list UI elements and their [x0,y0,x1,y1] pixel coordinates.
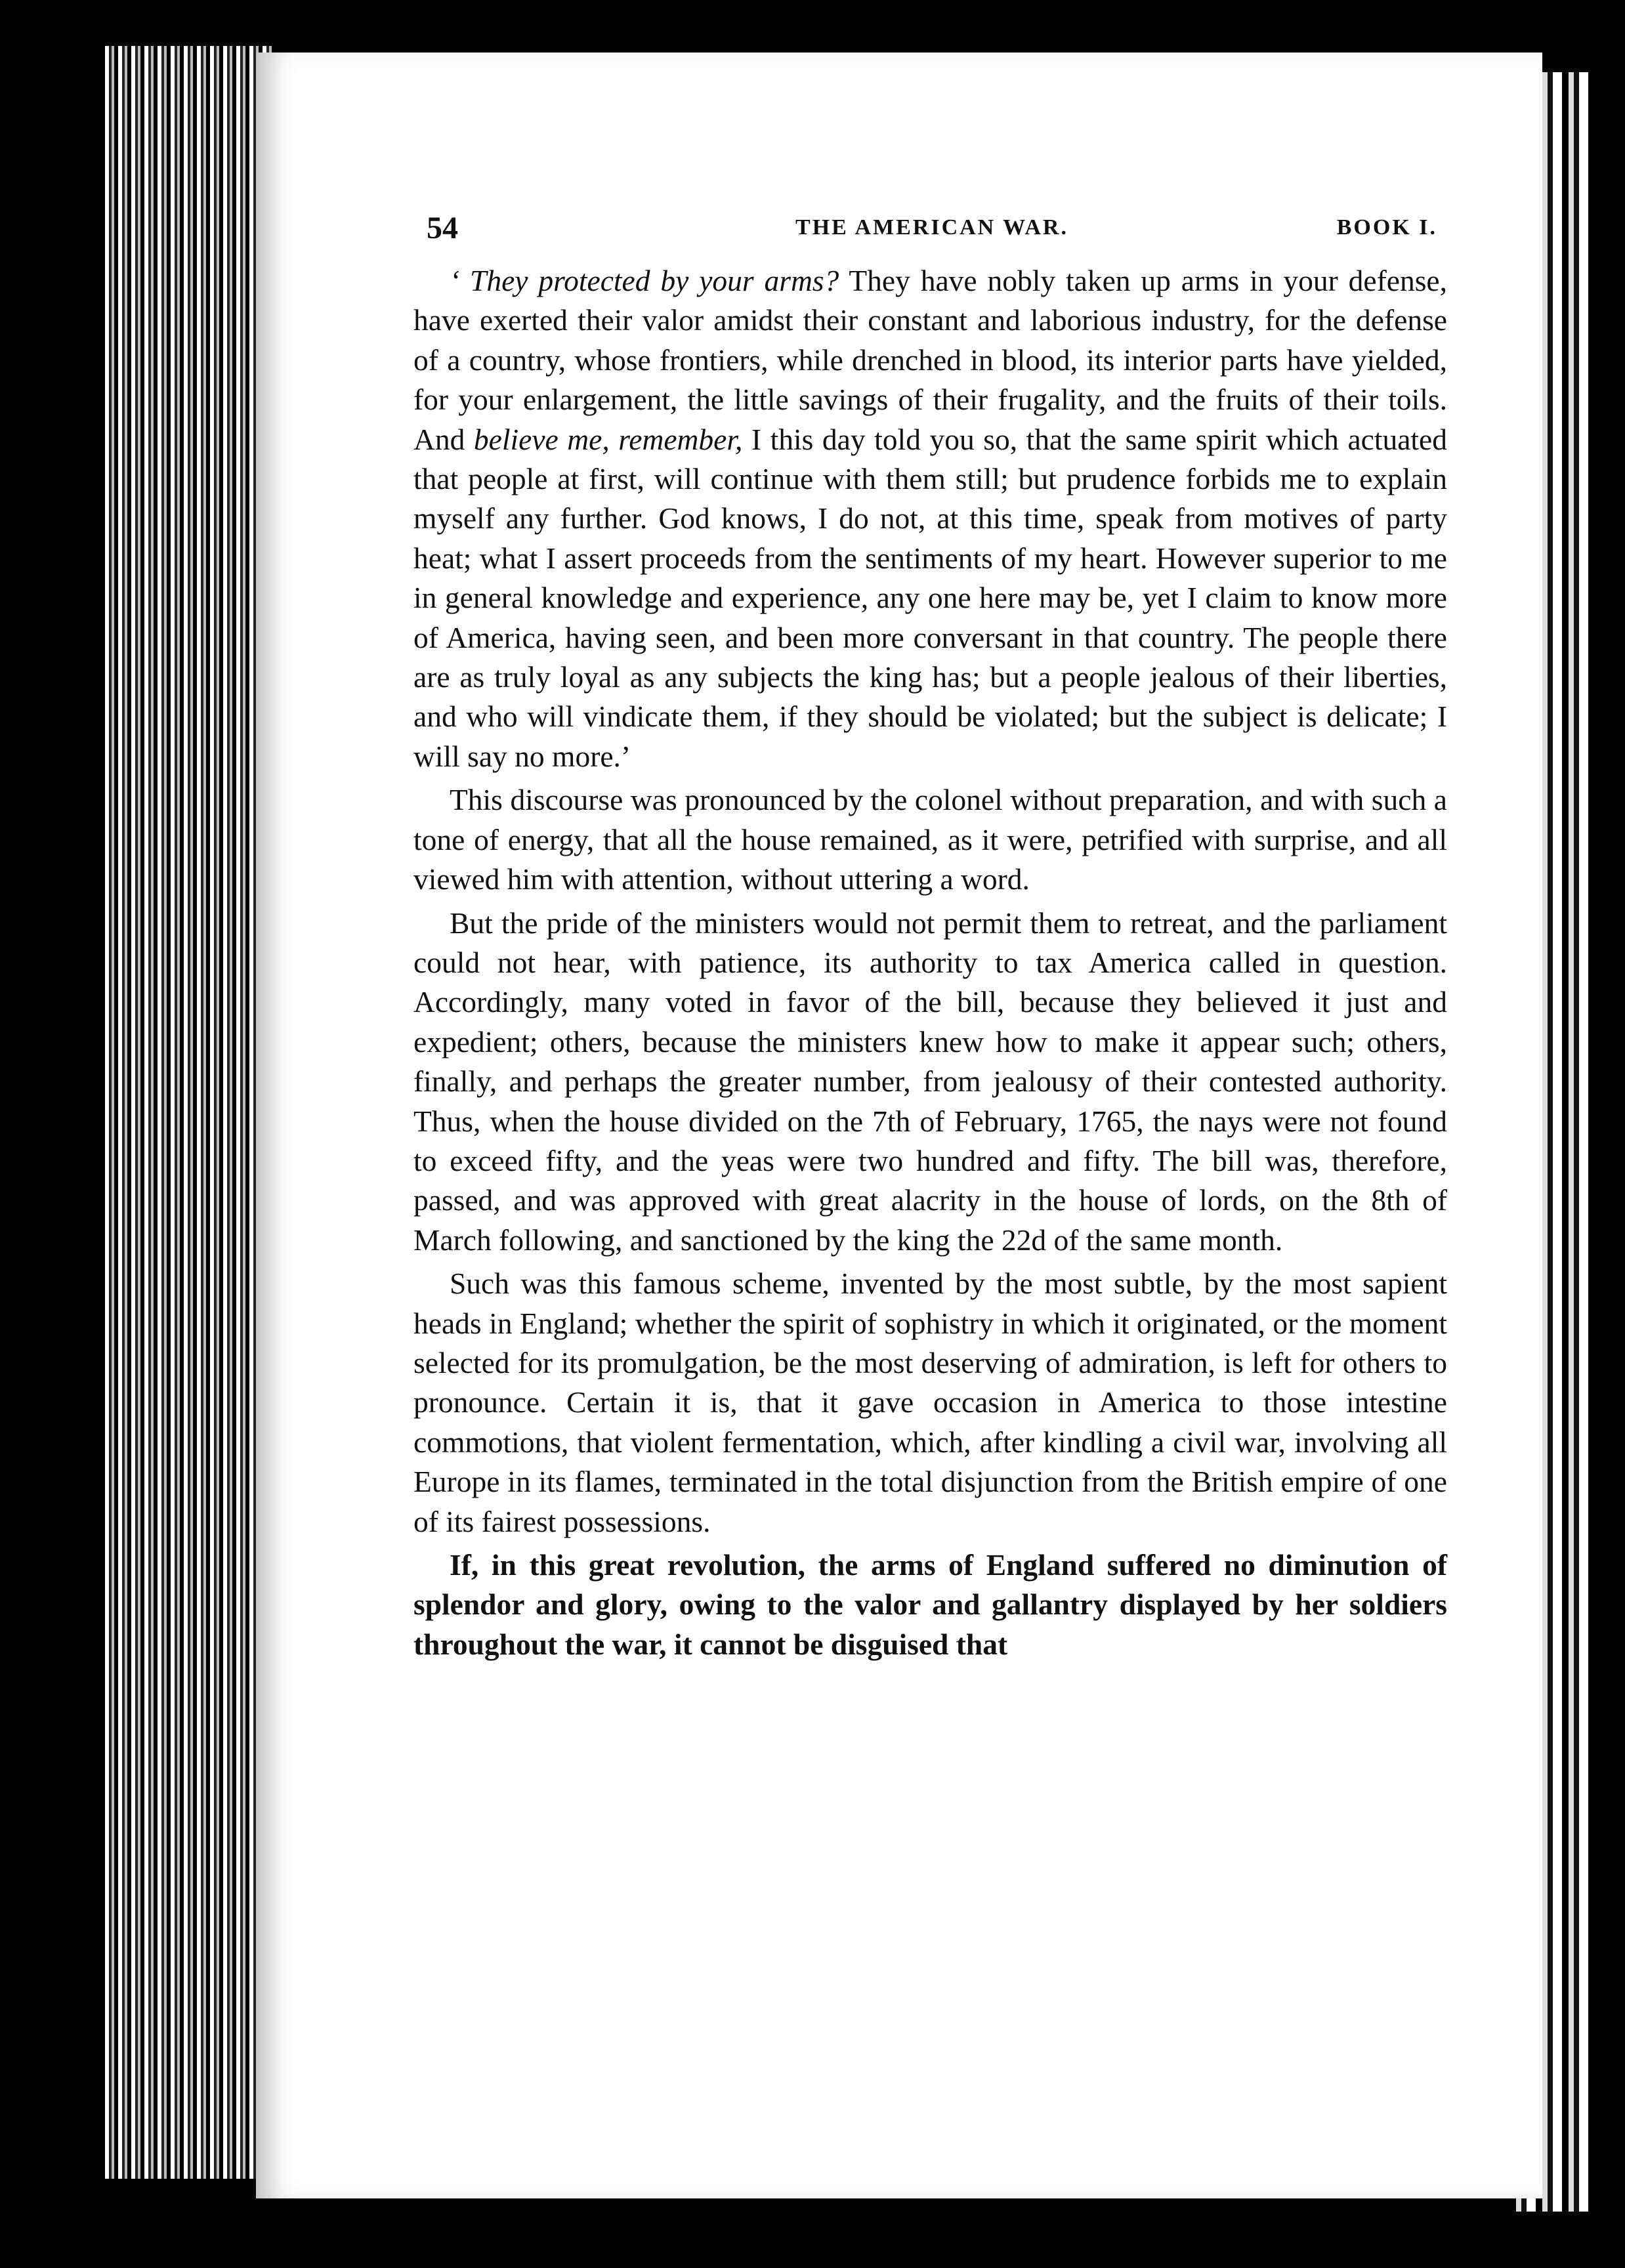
body-text [413,261,1447,1664]
page-header [427,210,1437,249]
book-page-edges-left [105,46,276,2179]
page-number: 54 [427,211,458,245]
paragraph-text-continued: I this day told you so, that the same spirit which actuated that people at first, will continue with them still; but prudence forbids me to explain myself any further. God knows, I do not, at this time, speak from motives of party heat; what I assert proceeds from the sentiments of my heart. However superior to me in general knowledge and experience, any one here may be, yet I claim to know more of America, having seen, and been more conversant in that country. The people there are as truly loyal as any subjects the king has; but a people jealous of their liberties, and who will vindicate them, if they should be violated; but the subject is delicate; I will say no more.’ [413,422,1448,773]
paragraph-famous-scheme: Such was this famous scheme, invented by the most subtle, by the most sapient heads in England; whether the spirit of sophistry in which it originated, or the moment selected for its promulgation, be the most deserving of admiration, is left for others to pronounce. Certain it is, that it gave occasion in America to those intestine commotions, that violent fermentation, which, after kindling a civil war, involving all Europe in its flames, terminated in the total disjunction from the British empire of one of its fairest possessions. [413,1267,1447,1538]
paragraph-text: They have nobly taken up arms in your defense, have exerted their valor amidst their constant and laborious industry, for the defense of a country, whose frontiers, while drenched in blood, its interior parts have yielded, for your enlargement, the little savings of their frugality, and the fruits of their toils. And [413,264,1447,456]
italic-lead: ‘ They protected by your arms? [450,264,839,297]
paragraph-speech-end [413,261,1447,776]
running-title: THE AMERICAN WAR. [795,215,1068,240]
paragraph-ministers: But the pride of the ministers would not permit them to retreat, and the parliament could not hear, with patience, its authority to tax America called in question. Accordingly, many voted in favor of the bill, because they believed it just and expedient; others, because the ministers knew how to make it appear such; others, finally, and perhaps the greater number, from jealousy of their contested authority. Thus, when the house divided on the 7th of February, 1765, the nays were not found to exceed fifty, and the yeas were two hundred and fifty. The bill was, therefore, passed, and was approved with great alacrity in the house of lords, on the 8th of March following, and sanctioned by the king the 22d of the same month. [413,906,1447,1257]
italic-phrase: believe me, remember, [473,422,743,456]
paragraph-discourse: This discourse was pronounced by the colonel without preparation, and with such a tone of energy, that all the house remained, as it were, petrified with surprise, and all viewed him with attention, without uttering a word. [413,783,1447,896]
paragraph-revolution: If, in this great revolution, the arms of England suffered no diminution of splendor and glory, owing to the valor and gallantry displayed by her soldiers throughout the war, it cannot be disguised that [413,1548,1447,1661]
book-page [256,52,1542,2198]
book-label: BOOK I. [1336,215,1437,240]
